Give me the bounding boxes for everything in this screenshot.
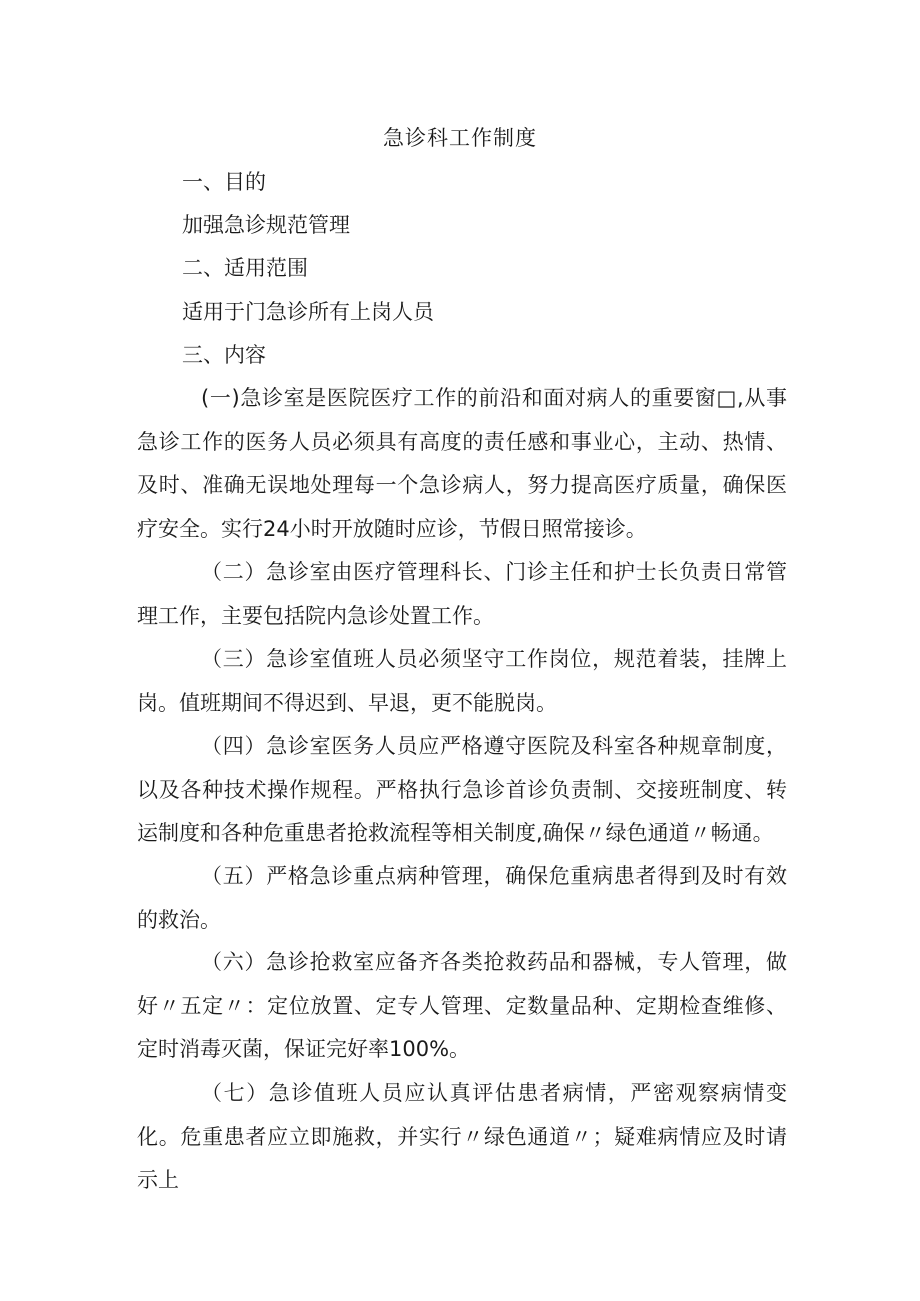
content-paragraph-7: （七）急诊值班人员应认真评估患者病情，严密观察病情变化。危重患者应立即施救，并实行〃绿色通道〃；疑难病情应及时请示上 bbox=[137, 1081, 787, 1192]
content-paragraph-2: （二）急诊室由医疗管理科长、门诊主任和护士长负责日常管理工作，主要包括院内急诊处置工作。 bbox=[137, 560, 787, 628]
document-title: 急诊科工作制度 bbox=[383, 126, 537, 150]
section-text-purpose: 加强急诊规范管理 bbox=[182, 213, 350, 237]
content-paragraph-3: （三）急诊室值班人员必须坚守工作岗位，规范着装，挂牌上岗。值班期间不得迟到、早退，更不能脱岗。 bbox=[137, 647, 787, 715]
section-text-scope: 适用于门急诊所有上岗人员 bbox=[182, 300, 434, 324]
section-heading-scope: 二、适用范围 bbox=[182, 256, 308, 280]
content-paragraph-6: （六）急诊抢救室应备齐各类抢救药品和器械，专人管理，做好〃五定〃：定位放置、定专人管理、定数量品种、定期检查维修、定时消毒灭菌，保证完好率100%。 bbox=[137, 950, 787, 1061]
content-paragraph-5: （五）严格急诊重点病种管理，确保危重病患者得到及时有效的救治。 bbox=[137, 864, 787, 932]
section-heading-content: 三、内容 bbox=[182, 343, 266, 367]
section-heading-purpose: 一、目的 bbox=[182, 170, 266, 194]
content-paragraph-1: (一)急诊室是医院医疗工作的前沿和面对病人的重要窗□,从事急诊工作的医务人员必须具有高度的责任感和事业心，主动、热情、及时、准确无误地处理每一个急诊病人，努力提高医疗质量，确保医疗安全。实行24小时开放随时应诊，节假日照常接诊。 bbox=[137, 386, 787, 541]
content-paragraph-4: （四）急诊室医务人员应严格遵守医院及科室各种规章制度，以及各种技术操作规程。严格执行急诊首诊负责制、交接班制度、转运制度和各种危重患者抢救流程等相关制度,确保〃绿色通道〃畅通。 bbox=[137, 734, 787, 845]
